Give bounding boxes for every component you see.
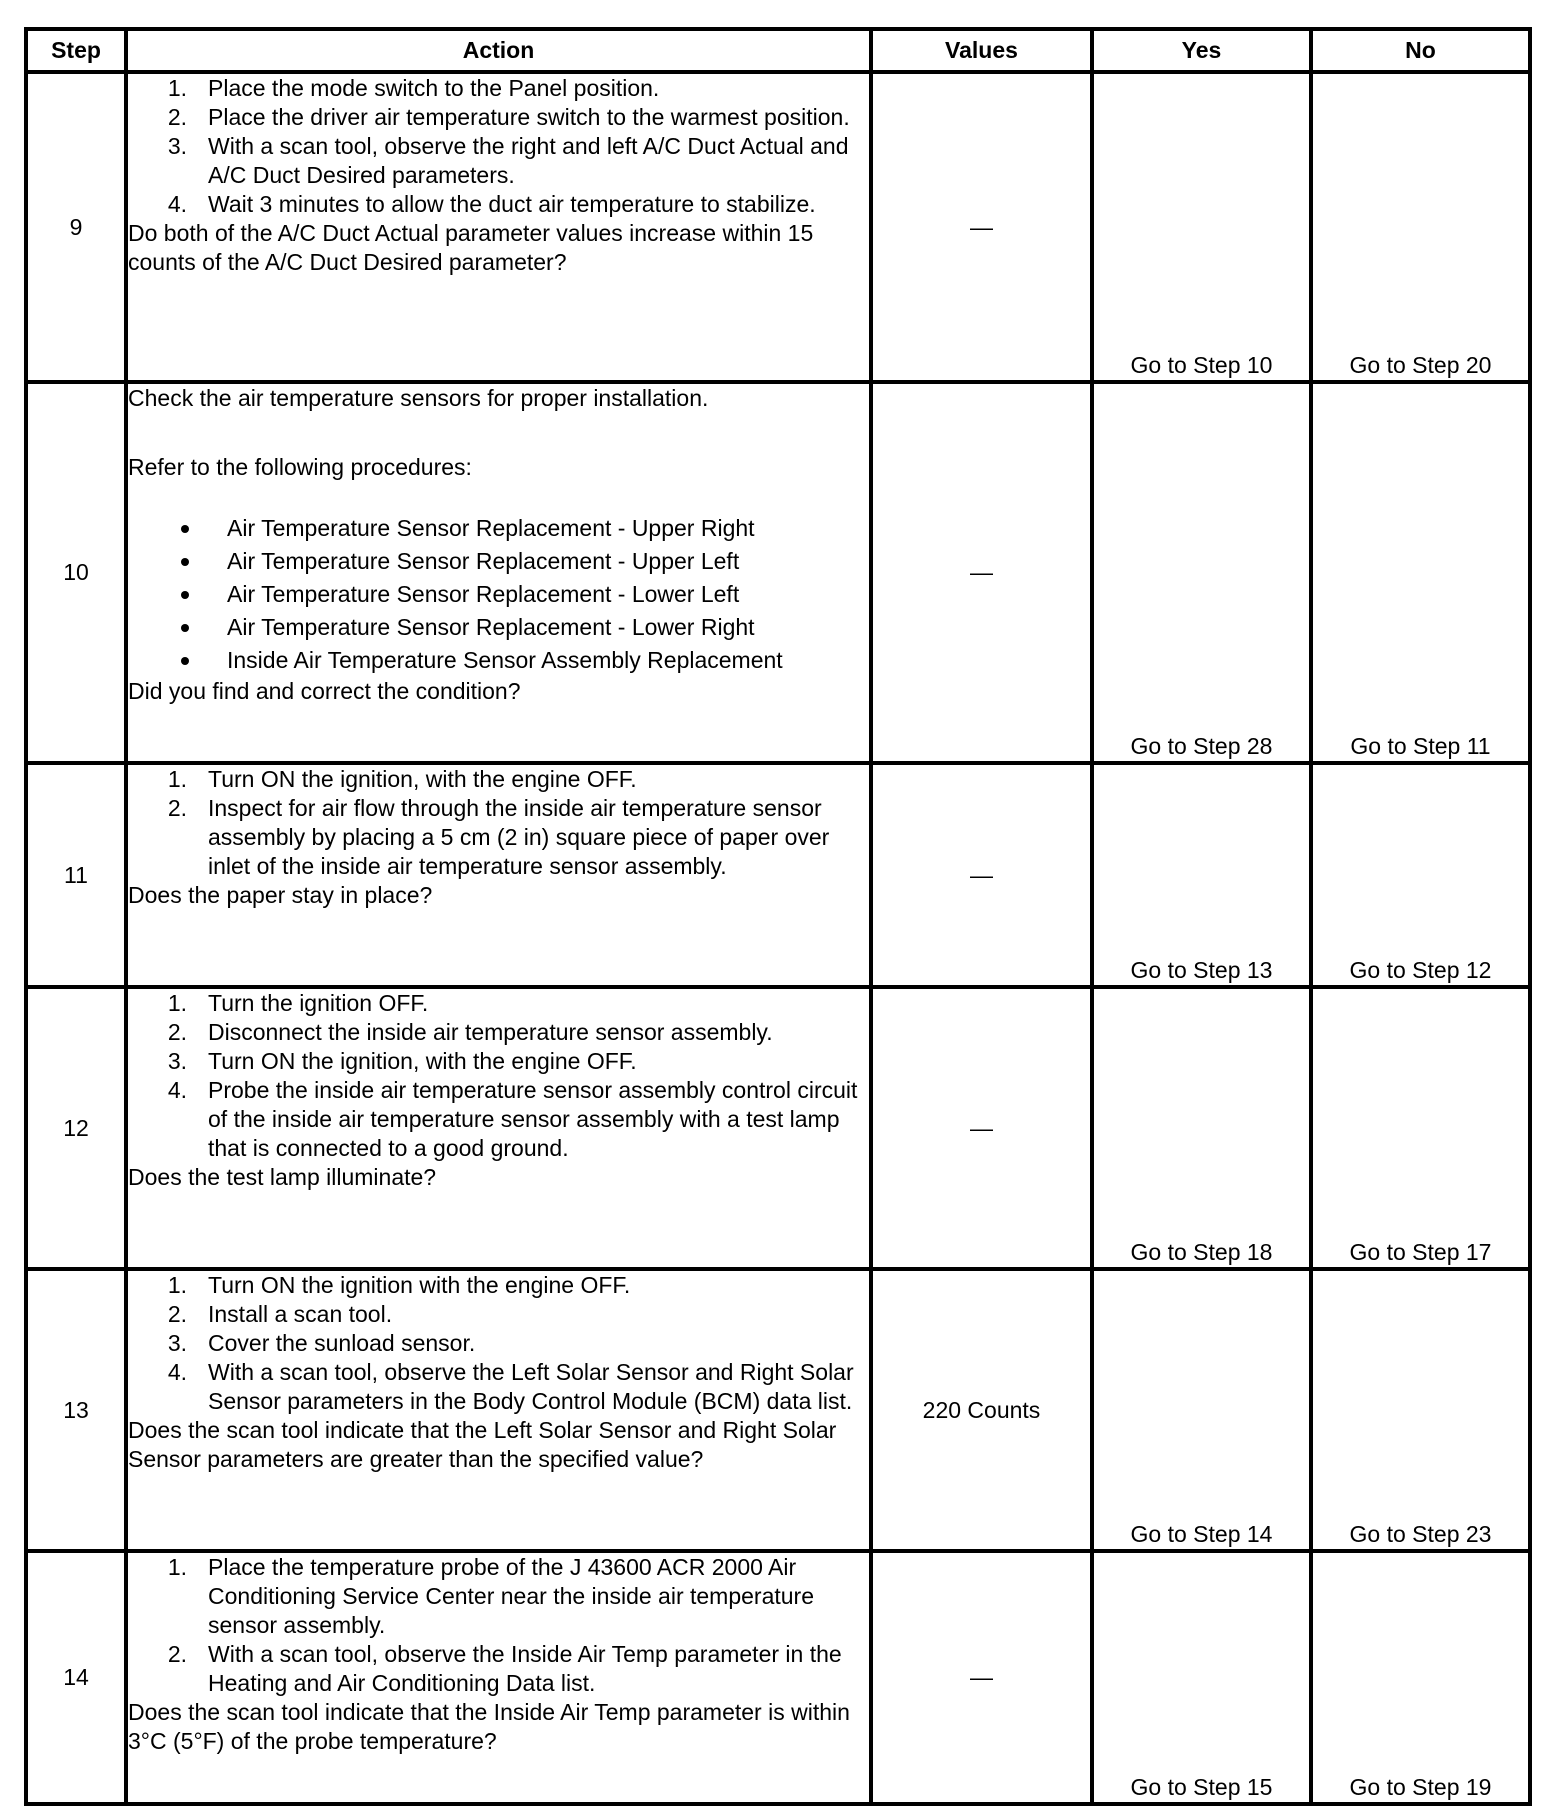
diagnostic-table <box>24 27 1532 1806</box>
header-row <box>26 29 1530 72</box>
yes-link[interactable]: Go to Step 15 <box>1092 1551 1311 1804</box>
values-cell: — <box>871 382 1092 763</box>
step-number: 9 <box>26 72 126 382</box>
header-yes: Yes <box>1092 29 1311 72</box>
bullet-icon <box>128 545 227 578</box>
action-cell <box>126 763 871 987</box>
step-number: 13 <box>26 1269 126 1551</box>
list-item: 2. Disconnect the inside air temperature sensor assembly. <box>167 1019 773 1045</box>
numbered-steps <box>128 74 869 219</box>
step-refer: Refer to the following procedures: <box>128 454 472 480</box>
list-item[interactable]: Air Temperature Sensor Replacement - Lower Right <box>128 611 869 644</box>
step-question: Does the paper stay in place? <box>128 882 433 908</box>
action-cell <box>126 72 871 382</box>
table-row-step-13 <box>26 1269 1530 1551</box>
numbered-steps <box>128 765 869 881</box>
header-action: Action <box>126 29 871 72</box>
list-item[interactable]: Air Temperature Sensor Replacement - Lower Left <box>128 578 869 611</box>
step-number: 14 <box>26 1551 126 1804</box>
header-values: Values <box>871 29 1092 72</box>
bullet-icon <box>128 578 227 611</box>
values-cell: — <box>871 987 1092 1269</box>
list-item: 1. Place the mode switch to the Panel position. <box>167 75 660 101</box>
no-link[interactable]: Go to Step 11 <box>1311 382 1530 763</box>
values-cell: 220 Counts <box>871 1269 1092 1551</box>
step-intro: Check the air temperature sensors for proper installation. <box>128 385 709 411</box>
no-link[interactable]: Go to Step 19 <box>1311 1551 1530 1804</box>
action-cell <box>126 1551 871 1804</box>
action-cell <box>126 1269 871 1551</box>
no-link[interactable]: Go to Step 20 <box>1311 72 1530 382</box>
numbered-steps <box>128 1553 869 1698</box>
table-row-step-9 <box>26 72 1530 382</box>
list-item: 4. Wait 3 minutes to allow the duct air temperature to stabilize. <box>167 191 816 217</box>
numbered-steps <box>128 989 869 1163</box>
table-row-step-12 <box>26 987 1530 1269</box>
values-cell: — <box>871 1551 1092 1804</box>
list-item: 4. Probe the inside air temperature sensor assembly control circuit of the inside air temperature sensor assembly with a test lamp that is connected to a good ground. <box>167 1077 858 1161</box>
list-item: 1. Place the temperature probe of the J 43600 ACR 2000 Air Conditioning Service Center near the inside air temperature sensor assembly. <box>167 1554 814 1638</box>
list-item[interactable]: Air Temperature Sensor Replacement - Upper Right <box>128 512 869 545</box>
list-item: 2. Place the driver air temperature switch to the warmest position. <box>167 104 850 130</box>
table-row-step-14 <box>26 1551 1530 1804</box>
list-item[interactable]: Inside Air Temperature Sensor Assembly Replacement <box>128 644 869 677</box>
bullet-icon <box>128 644 227 677</box>
step-question: Do both of the A/C Duct Actual parameter values increase within 15 counts of the A/C Duct Desired parameter? <box>128 220 814 275</box>
list-item: 2. Inspect for air flow through the inside air temperature sensor assembly by placing a 5 cm (2 in) square piece of paper over inlet of the inside air temperature sensor assembly. <box>167 795 830 879</box>
action-cell <box>126 987 871 1269</box>
list-item: 4. With a scan tool, observe the Left Solar Sensor and Right Solar Sensor parameters in the Body Control Module (BCM) data list. <box>167 1359 854 1414</box>
list-item: 2. Install a scan tool. <box>167 1301 393 1327</box>
values-cell: — <box>871 763 1092 987</box>
header-step: Step <box>26 29 126 72</box>
no-link[interactable]: Go to Step 23 <box>1311 1269 1530 1551</box>
list-item: 1. Turn ON the ignition with the engine OFF. <box>167 1272 631 1298</box>
step-number: 12 <box>26 987 126 1269</box>
step-question: Does the test lamp illuminate? <box>128 1164 437 1190</box>
list-item: 3. Turn ON the ignition, with the engine OFF. <box>167 1048 637 1074</box>
header-no: No <box>1311 29 1530 72</box>
step-number: 11 <box>26 763 126 987</box>
yes-link[interactable]: Go to Step 18 <box>1092 987 1311 1269</box>
step-question: Does the scan tool indicate that the Left Solar Sensor and Right Solar Sensor parameters are greater than the specified value? <box>128 1417 837 1472</box>
bullet-icon <box>128 512 227 545</box>
list-item: 2. With a scan tool, observe the Inside Air Temp parameter in the Heating and Air Conditioning Data list. <box>167 1641 842 1696</box>
procedure-list <box>128 512 869 677</box>
yes-link[interactable]: Go to Step 14 <box>1092 1269 1311 1551</box>
yes-link[interactable]: Go to Step 10 <box>1092 72 1311 382</box>
no-link[interactable]: Go to Step 12 <box>1311 763 1530 987</box>
table-row-step-11 <box>26 763 1530 987</box>
list-item: 1. Turn the ignition OFF. <box>167 990 429 1016</box>
numbered-steps <box>128 1271 869 1416</box>
yes-link[interactable]: Go to Step 28 <box>1092 382 1311 763</box>
table-row-step-10 <box>26 382 1530 763</box>
list-item: 3. Cover the sunload sensor. <box>167 1330 476 1356</box>
list-item[interactable]: Air Temperature Sensor Replacement - Upper Left <box>128 545 869 578</box>
step-number: 10 <box>26 382 126 763</box>
bullet-icon <box>128 611 227 644</box>
step-question: Did you find and correct the condition? <box>128 678 521 704</box>
action-cell <box>126 382 871 763</box>
list-item: 1. Turn ON the ignition, with the engine OFF. <box>167 766 637 792</box>
list-item: 3. With a scan tool, observe the right and left A/C Duct Actual and A/C Duct Desired parameters. <box>167 133 849 188</box>
values-cell: — <box>871 72 1092 382</box>
step-question: Does the scan tool indicate that the Inside Air Temp parameter is within 3°C (5°F) of the probe temperature? <box>128 1699 850 1754</box>
no-link[interactable]: Go to Step 17 <box>1311 987 1530 1269</box>
yes-link[interactable]: Go to Step 13 <box>1092 763 1311 987</box>
